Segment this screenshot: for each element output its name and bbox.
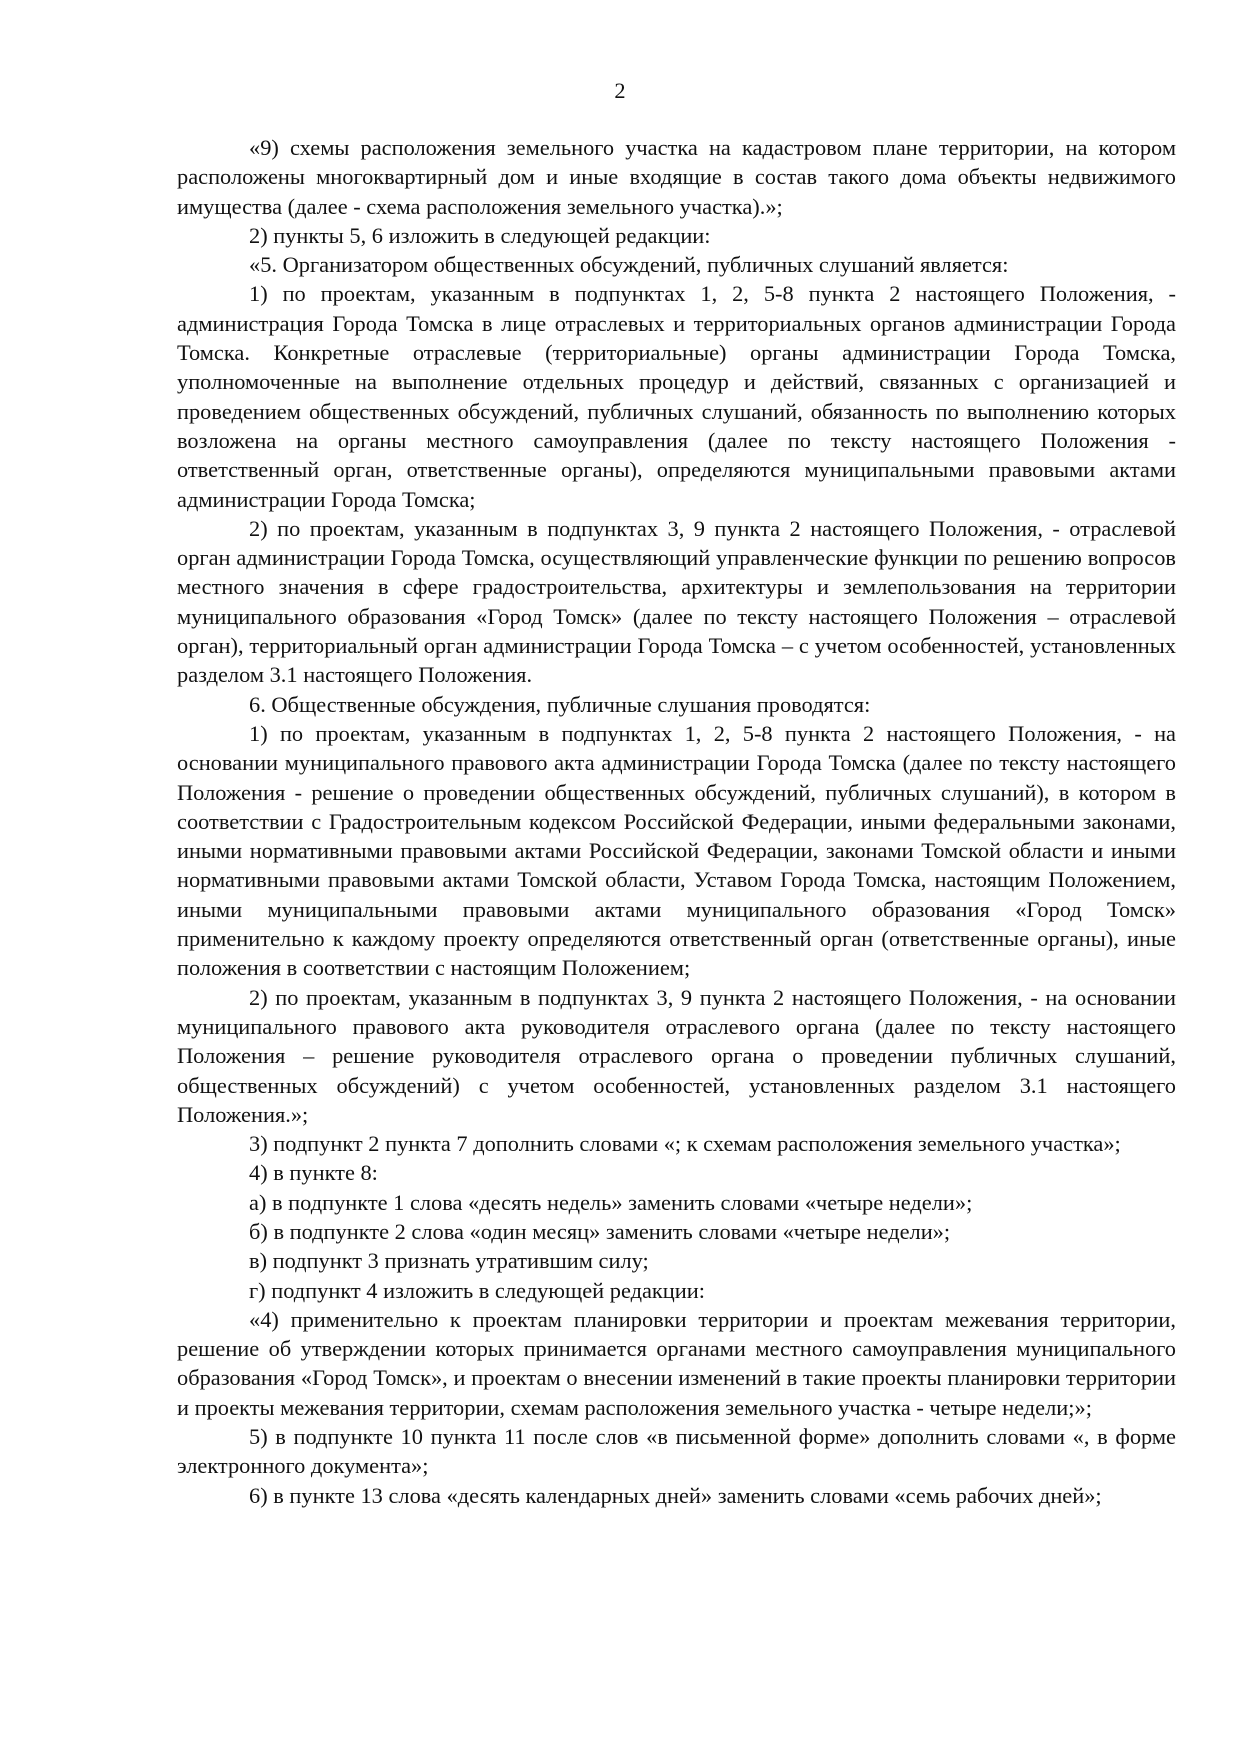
paragraph: 2) по проектам, указанным в подпунктах 3, 9 пункта 2 настоящего Положения, - на основании муниципального правового акта руководителя отраслевого органа (далее по тексту настоящего Положения – решение руководителя отраслевого органа о проведении публичных слушаний, общественных обсуждений) с учетом особенностей, установленных разделом 3.1 настоящего Положения.»; <box>177 984 1176 1127</box>
paragraph: «9) схемы расположения земельного участка на кадастровом плане территории, на котором расположены многоквартирный дом и иные входящие в состав такого дома объекты недвижимого имущества (далее - схема расположения земельного участка).»; <box>177 135 1176 219</box>
paragraph: «4) применительно к проектам планировки территории и проектам межевания территории, решение об утверждении которых принимается органами местного самоуправления муниципального образования «Город Томск», и проектам о внесении изменений в такие проекты планировки территории и проекты межевания территории, схемам расположения земельного участка - четыре недели;»; <box>177 1306 1176 1420</box>
paragraph: 2) пункты 5, 6 изложить в следующей редакции: <box>249 222 711 248</box>
document-body <box>177 133 1176 1510</box>
paragraph: 1) по проектам, указанным в подпунктах 1, 2, 5-8 пункта 2 настоящего Положения, - администрация Города Томска в лице отраслевых и территориальных органов администрации Города Томска. Конкретные отраслевые (территориальные) органы администрации Города Томска, уполномоченные на выполнение отдельных процедур и действий, связанных с организацией и проведением общественных обсуждений, публичных слушаний, обязанность по выполнению которых возложена на органы местного самоуправления (далее по тексту настоящего Положения - ответственный орган, ответственные органы), определяются муниципальными правовыми актами администрации Города Томска; <box>177 281 1176 512</box>
paragraph: б) в подпункте 2 слова «один месяц» заменить словами «четыре недели»; <box>249 1218 951 1244</box>
paragraph: 2) по проектам, указанным в подпунктах 3, 9 пункта 2 настоящего Положения, - отраслевой орган администрации Города Томска, осуществляющий управленческие функции по решению вопросов местного значения в сфере градостроительства, архитектуры и землепользования на территории муниципального образования «Город Томск» (далее по тексту настоящего Положения – отраслевой орган), территориальный орган администрации Города Томска – с учетом особенностей, установленных разделом 3.1 настоящего Положения. <box>177 515 1176 688</box>
page-number: 2 <box>614 78 626 103</box>
paragraph: г) подпункт 4 изложить в следующей редакции: <box>249 1277 705 1303</box>
paragraph: в) подпункт 3 признать утратившим силу; <box>249 1248 649 1274</box>
paragraph: 5) в подпункте 10 пункта 11 после слов «в письменной форме» дополнить словами «, в форме электронного документа»; <box>177 1424 1176 1479</box>
paragraph: 1) по проектам, указанным в подпунктах 1, 2, 5-8 пункта 2 настоящего Положения, - на основании муниципального правового акта администрации Города Томска (далее по тексту настоящего Положения - решение о проведении общественных обсуждений, публичных слушаний), в котором в соответствии с Градостроительным кодексом Российской Федерации, иными федеральными законами, иными нормативными правовыми актами Российской Федерации, законами Томской области и иными нормативными правовыми актами Томской области, Уставом Города Томска, настоящим Положением, иными муниципальными правовыми актами муниципального образования «Город Томск» применительно к каждому проекту определяются ответственный орган (ответственные органы), иные положения в соответствии с настоящим Положением; <box>177 720 1176 981</box>
paragraph: а) в подпункте 1 слова «десять недель» заменить словами «четыре недели»; <box>249 1189 973 1215</box>
paragraph: 6) в пункте 13 слова «десять календарных дней» заменить словами «семь рабочих дней»; <box>249 1482 1102 1508</box>
paragraph: 4) в пункте 8: <box>249 1160 378 1186</box>
paragraph: «5. Организатором общественных обсуждений, публичных слушаний является: <box>249 252 1009 278</box>
paragraph: 6. Общественные обсуждения, публичные слушания проводятся: <box>249 691 871 717</box>
paragraph: 3) подпункт 2 пункта 7 дополнить словами «; к схемам расположения земельного участка»; <box>249 1131 1121 1157</box>
